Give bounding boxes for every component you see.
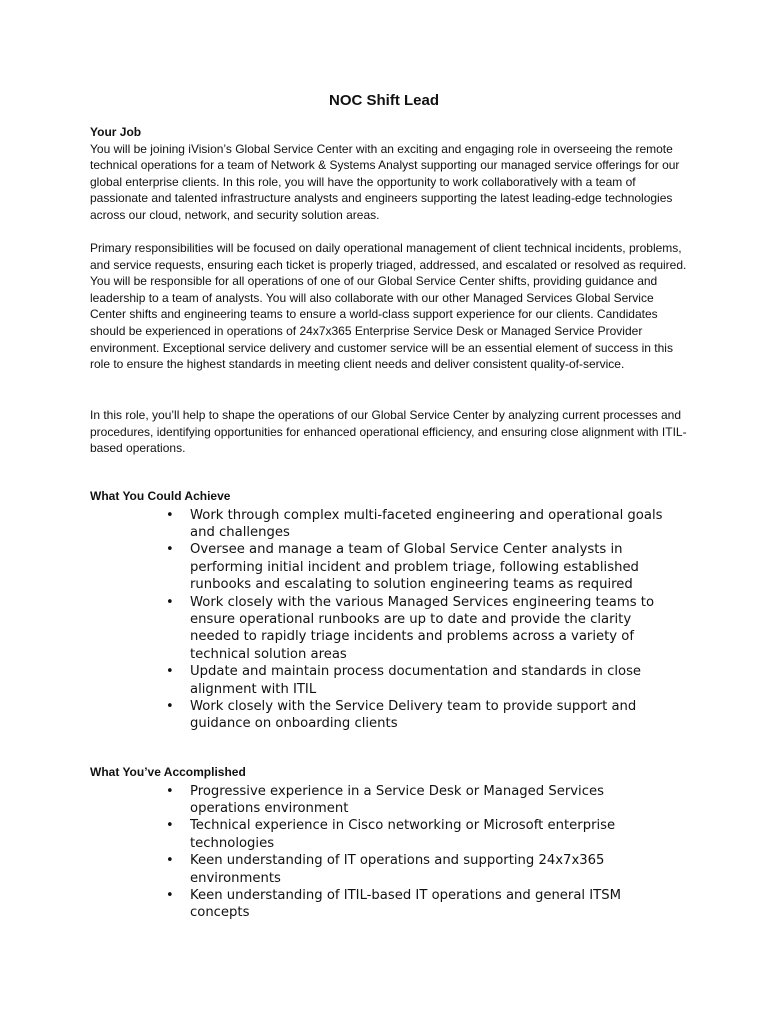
your-job-section: [90, 124, 690, 224]
document-title: NOC Shift Lead: [328, 92, 439, 109]
bullet-icon: •: [166, 594, 174, 610]
accomplished-heading: What You’ve Accomplished: [90, 765, 246, 779]
list-item-text: Progressive experience in a Service Desk or Managed Services operations environment: [190, 783, 604, 816]
list-item-text: Keen understanding of IT operations and supporting 24x7x365 environments: [190, 853, 605, 886]
list-item-text: Work closely with the Service Delivery team to provide support and guidance on onboarding clients: [190, 699, 637, 732]
bullet-icon: •: [166, 542, 174, 558]
bullet-icon: •: [166, 664, 174, 680]
accomplished-list: [90, 783, 690, 922]
your-job-heading: Your Job: [90, 125, 142, 139]
list-item: [90, 698, 670, 733]
list-item: [90, 594, 670, 664]
bullet-icon: •: [166, 783, 174, 799]
list-item: [90, 783, 670, 818]
achieve-heading: What You Could Achieve: [90, 489, 231, 503]
list-item: [90, 887, 670, 922]
achieve-section: [90, 488, 690, 733]
bullet-icon: •: [166, 507, 174, 523]
bullet-icon: •: [166, 888, 174, 904]
list-item-text: Technical experience in Cisco networking or Microsoft enterprise technologies: [190, 818, 616, 851]
list-item: [90, 507, 670, 542]
list-item-text: Work through complex multi-faceted engineering and operational goals and challenges: [190, 507, 663, 540]
bullet-icon: •: [166, 853, 174, 869]
list-item: [90, 541, 670, 593]
list-item-text: Keen understanding of ITIL-based IT operations and general ITSM concepts: [190, 888, 621, 921]
your-job-paragraph-2: Primary responsibilities will be focused on daily operational management of client technical incidents, problems, and service requests, ensuring each ticket is properly triaged, addressed, and escalated or resolved as required. You will be responsible for all operations of one of our Global Service Center shifts, providing guidance and leadership to a team of analysts. You will also collaborate with our other Managed Services Global Service Center shifts and engineering teams to ensure a world-class support experience for our clients. Candidates should be experienced in operations of 24x7x365 Enterprise Service Desk or Managed Service Provider environment. Exceptional service delivery and customer service will be an essential element of success in this role to ensure the highest standards in meeting client needs and deliver consistent quality-of-service.: [90, 241, 687, 372]
bullet-icon: •: [166, 699, 174, 715]
list-item: [90, 852, 670, 887]
list-item-text: Oversee and manage a team of Global Service Center analysts in performing initial incident and problem triage, following established runbooks and escalating to solution engineering teams as required: [190, 542, 639, 593]
list-item-text: Work closely with the various Managed Services engineering teams to ensure operational runbooks are up to date and provide the clarity needed to rapidly triage incidents and problems across a variety of technical solution areas: [190, 594, 655, 662]
list-item: [90, 817, 670, 852]
bullet-icon: •: [166, 818, 174, 834]
achieve-list: [90, 507, 690, 733]
your-job-paragraph-3: In this role, you’ll help to shape the operations of our Global Service Center by analyzing current processes and procedures, identifying opportunities for enhanced operational efficiency, and ensuring close alignment with ITIL-based operations.: [90, 408, 687, 456]
list-item: [90, 663, 670, 698]
list-item-text: Update and maintain process documentation and standards in close alignment with ITIL: [190, 664, 642, 697]
accomplished-section: [90, 764, 690, 922]
your-job-paragraph-1: You will be joining iVision’s Global Service Center with an exciting and engaging role in overseeing the remote technical operations for a team of Network & Systems Analyst supporting our managed service offerings for our global enterprise clients. In this role, you will have the opportunity to work collaboratively with a team of passionate and talented infrastructure analysts and engineers supporting the latest leading-edge technologies across our cloud, network, and security solution areas.: [90, 141, 680, 222]
